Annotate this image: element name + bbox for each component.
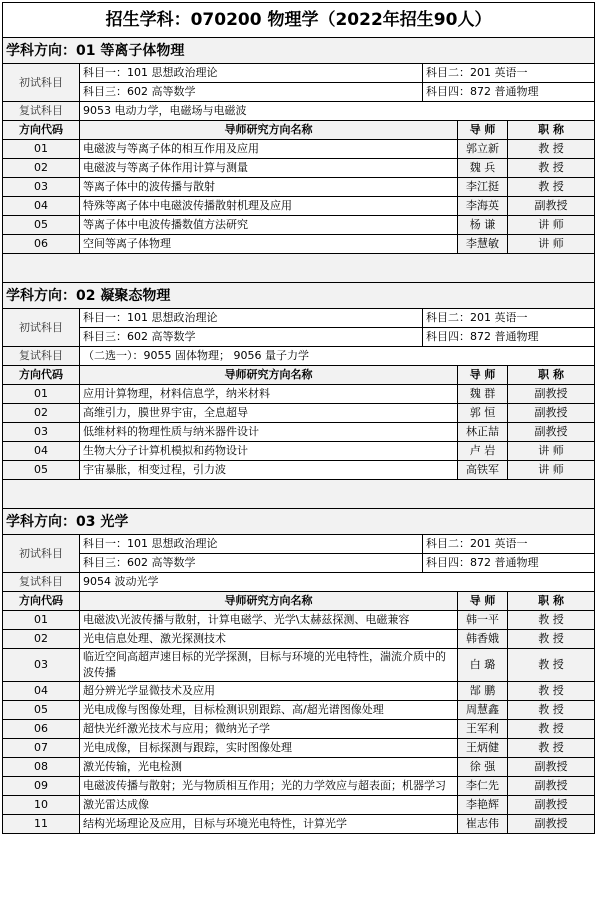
direction-code: 02 — [3, 630, 80, 649]
table-body — [3, 3, 595, 834]
table-row — [3, 235, 595, 254]
tutor-rank: 教 授 — [508, 649, 595, 682]
title-row — [3, 3, 595, 38]
tutor-name: 郭 恒 — [458, 404, 508, 423]
retest-label: 复试科目 — [3, 102, 80, 121]
tutor-rank: 讲 师 — [508, 461, 595, 480]
table-row — [3, 739, 595, 758]
table-row — [3, 178, 595, 197]
table-row — [3, 442, 595, 461]
exam-subject-1: 科目一：101 思想政治理论 — [80, 64, 423, 83]
tutor-name: 韩一平 — [458, 611, 508, 630]
exam-subject-4: 科目四：872 普通物理 — [423, 328, 595, 347]
tutor-name: 周慧鑫 — [458, 701, 508, 720]
tutor-rank: 教 授 — [508, 630, 595, 649]
exam-row — [3, 554, 595, 573]
tutor-name: 魏 兵 — [458, 159, 508, 178]
direction-name: 电磁波传播与散射；光与物质相互作用；光的力学效应与超表面；机器学习 — [80, 777, 458, 796]
table-row — [3, 140, 595, 159]
direction-heading-row — [3, 283, 595, 309]
exam-subject-4: 科目四：872 普通物理 — [423, 83, 595, 102]
retest-row — [3, 573, 595, 592]
header-name: 导师研究方向名称 — [80, 592, 458, 611]
direction-heading-row — [3, 509, 595, 535]
direction-code: 09 — [3, 777, 80, 796]
tutor-name: 林正喆 — [458, 423, 508, 442]
tutor-name: 李海英 — [458, 197, 508, 216]
spacer-cell — [3, 480, 595, 509]
direction-heading: 学科方向：03 光学 — [3, 509, 595, 535]
header-name: 导师研究方向名称 — [80, 366, 458, 385]
table-row — [3, 720, 595, 739]
exam-row — [3, 328, 595, 347]
direction-heading-row — [3, 38, 595, 64]
retest-subject: 9054 波动光学 — [80, 573, 595, 592]
header-tutor: 导 师 — [458, 366, 508, 385]
tutor-name: 魏 群 — [458, 385, 508, 404]
admission-table — [2, 2, 595, 834]
spacer-cell — [3, 254, 595, 283]
exam-row — [3, 83, 595, 102]
direction-heading: 学科方向：02 凝聚态物理 — [3, 283, 595, 309]
tutor-name: 白 璐 — [458, 649, 508, 682]
direction-name: 结构光场理论及应用，目标与环境光电特性，计算光学 — [80, 815, 458, 834]
table-row — [3, 404, 595, 423]
tutor-name: 李慧敏 — [458, 235, 508, 254]
column-header-row — [3, 592, 595, 611]
direction-code: 11 — [3, 815, 80, 834]
tutor-rank: 副教授 — [508, 777, 595, 796]
direction-name: 生物大分子计算机模拟和药物设计 — [80, 442, 458, 461]
exam-label: 初试科目 — [3, 64, 80, 102]
tutor-name: 李艳辉 — [458, 796, 508, 815]
exam-row — [3, 64, 595, 83]
retest-subject: （二选一）：9055 固体物理； 9056 量子力学 — [80, 347, 595, 366]
tutor-name: 杨 谦 — [458, 216, 508, 235]
direction-code: 10 — [3, 796, 80, 815]
exam-label: 初试科目 — [3, 309, 80, 347]
direction-name: 光电成像与图像处理，目标检测识别跟踪、高/超光谱图像处理 — [80, 701, 458, 720]
direction-name: 等离子体中电波传播数值方法研究 — [80, 216, 458, 235]
table-row — [3, 777, 595, 796]
tutor-name: 韩香娥 — [458, 630, 508, 649]
direction-code: 04 — [3, 682, 80, 701]
header-code: 方向代码 — [3, 366, 80, 385]
table-row — [3, 815, 595, 834]
tutor-rank: 教 授 — [508, 739, 595, 758]
direction-code: 04 — [3, 197, 80, 216]
direction-name: 低维材料的物理性质与纳米器件设计 — [80, 423, 458, 442]
retest-label: 复试科目 — [3, 347, 80, 366]
tutor-rank: 副教授 — [508, 197, 595, 216]
header-rank: 职 称 — [508, 121, 595, 140]
direction-code: 02 — [3, 159, 80, 178]
tutor-rank: 教 授 — [508, 682, 595, 701]
table-row — [3, 630, 595, 649]
table-row — [3, 159, 595, 178]
direction-code: 05 — [3, 216, 80, 235]
direction-code: 03 — [3, 423, 80, 442]
exam-row — [3, 535, 595, 554]
tutor-rank: 副教授 — [508, 385, 595, 404]
direction-heading: 学科方向：01 等离子体物理 — [3, 38, 595, 64]
column-header-row — [3, 366, 595, 385]
header-rank: 职 称 — [508, 366, 595, 385]
direction-name: 电磁波与等离子体作用计算与测量 — [80, 159, 458, 178]
direction-code: 04 — [3, 442, 80, 461]
direction-name: 空间等离子体物理 — [80, 235, 458, 254]
exam-subject-3: 科目三：602 高等数学 — [80, 328, 423, 347]
exam-subject-2: 科目二：201 英语一 — [423, 535, 595, 554]
tutor-name: 徐 强 — [458, 758, 508, 777]
table-row — [3, 701, 595, 720]
exam-subject-3: 科目三：602 高等数学 — [80, 554, 423, 573]
direction-code: 07 — [3, 739, 80, 758]
tutor-name: 李仁先 — [458, 777, 508, 796]
tutor-rank: 教 授 — [508, 701, 595, 720]
direction-name: 等离子体中的波传播与散射 — [80, 178, 458, 197]
table-row — [3, 758, 595, 777]
tutor-name: 崔志伟 — [458, 815, 508, 834]
direction-code: 06 — [3, 720, 80, 739]
tutor-rank: 教 授 — [508, 178, 595, 197]
retest-subject: 9053 电动力学，电磁场与电磁波 — [80, 102, 595, 121]
direction-name: 临近空间高超声速目标的光学探测，目标与环境的光电特性，湍流介质中的波传播 — [80, 649, 458, 682]
direction-name: 电磁波与等离子体的相互作用及应用 — [80, 140, 458, 159]
admission-sheet — [2, 2, 594, 834]
table-row — [3, 682, 595, 701]
exam-label: 初试科目 — [3, 535, 80, 573]
tutor-name: 郭立新 — [458, 140, 508, 159]
tutor-rank: 讲 师 — [508, 216, 595, 235]
tutor-rank: 副教授 — [508, 423, 595, 442]
table-row — [3, 423, 595, 442]
tutor-name: 卢 岩 — [458, 442, 508, 461]
tutor-name: 郜 鹏 — [458, 682, 508, 701]
retest-row — [3, 347, 595, 366]
tutor-rank: 副教授 — [508, 404, 595, 423]
retest-label: 复试科目 — [3, 573, 80, 592]
retest-row — [3, 102, 595, 121]
tutor-rank: 教 授 — [508, 159, 595, 178]
direction-code: 01 — [3, 611, 80, 630]
direction-code: 01 — [3, 385, 80, 404]
table-row — [3, 216, 595, 235]
exam-subject-2: 科目二：201 英语一 — [423, 309, 595, 328]
direction-name: 激光雷达成像 — [80, 796, 458, 815]
direction-code: 06 — [3, 235, 80, 254]
tutor-rank: 讲 师 — [508, 235, 595, 254]
direction-name: 超快光纤激光技术与应用；微纳光子学 — [80, 720, 458, 739]
exam-subject-3: 科目三：602 高等数学 — [80, 83, 423, 102]
direction-code: 03 — [3, 649, 80, 682]
exam-row — [3, 309, 595, 328]
header-name: 导师研究方向名称 — [80, 121, 458, 140]
tutor-rank: 副教授 — [508, 815, 595, 834]
exam-subject-2: 科目二：201 英语一 — [423, 64, 595, 83]
direction-name: 激光传输，光电检测 — [80, 758, 458, 777]
direction-code: 05 — [3, 461, 80, 480]
header-tutor: 导 师 — [458, 592, 508, 611]
direction-code: 08 — [3, 758, 80, 777]
table-row — [3, 611, 595, 630]
table-row — [3, 649, 595, 682]
tutor-name: 王军利 — [458, 720, 508, 739]
direction-name: 光电成像，目标探测与跟踪，实时图像处理 — [80, 739, 458, 758]
direction-code: 05 — [3, 701, 80, 720]
column-header-row — [3, 121, 595, 140]
tutor-rank: 教 授 — [508, 720, 595, 739]
table-row — [3, 197, 595, 216]
tutor-rank: 讲 师 — [508, 442, 595, 461]
direction-name: 高维引力，膜世界宇宙，全息超导 — [80, 404, 458, 423]
direction-name: 应用计算物理，材料信息学，纳米材料 — [80, 385, 458, 404]
section-spacer — [3, 480, 595, 509]
direction-name: 光电信息处理、激光探测技术 — [80, 630, 458, 649]
direction-code: 02 — [3, 404, 80, 423]
tutor-rank: 教 授 — [508, 140, 595, 159]
tutor-name: 李江挺 — [458, 178, 508, 197]
tutor-rank: 教 授 — [508, 611, 595, 630]
direction-code: 03 — [3, 178, 80, 197]
header-tutor: 导 师 — [458, 121, 508, 140]
table-row — [3, 385, 595, 404]
direction-code: 01 — [3, 140, 80, 159]
direction-name: 特殊等离子体中电磁波传播散射机理及应用 — [80, 197, 458, 216]
direction-name: 宇宙暴胀，相变过程，引力波 — [80, 461, 458, 480]
header-rank: 职 称 — [508, 592, 595, 611]
exam-subject-1: 科目一：101 思想政治理论 — [80, 309, 423, 328]
tutor-name: 王炳健 — [458, 739, 508, 758]
table-row — [3, 461, 595, 480]
direction-name: 电磁波\光波传播与散射，计算电磁学、光学\太赫兹探测、电磁兼容 — [80, 611, 458, 630]
direction-name: 超分辨光学显微技术及应用 — [80, 682, 458, 701]
exam-subject-1: 科目一：101 思想政治理论 — [80, 535, 423, 554]
tutor-rank: 副教授 — [508, 796, 595, 815]
header-code: 方向代码 — [3, 592, 80, 611]
tutor-rank: 副教授 — [508, 758, 595, 777]
section-spacer — [3, 254, 595, 283]
table-row — [3, 796, 595, 815]
tutor-name: 高铁军 — [458, 461, 508, 480]
exam-subject-4: 科目四：872 普通物理 — [423, 554, 595, 573]
header-code: 方向代码 — [3, 121, 80, 140]
page-title: 招生学科：070200 物理学（2022年招生90人） — [3, 3, 595, 38]
